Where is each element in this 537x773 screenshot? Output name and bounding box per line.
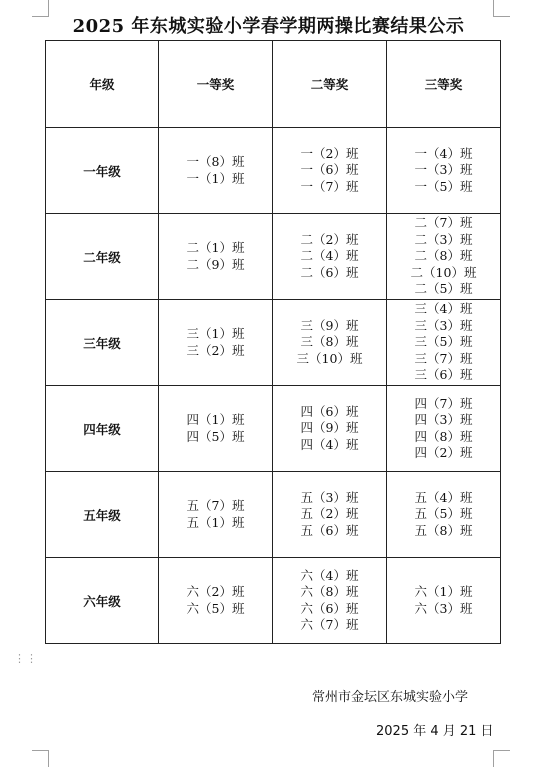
class-entry: 五（4）班	[414, 489, 473, 505]
class-entry: 六（8）班	[300, 584, 359, 599]
third-prize-cell	[387, 214, 501, 300]
class-entry: 二（5）班	[414, 281, 473, 297]
class-entry: 一（1）班	[186, 170, 245, 186]
class-entry: 二（6）班	[300, 264, 359, 280]
class-entry: 六（4）班	[300, 567, 359, 583]
class-entry: 二（1）班	[186, 240, 245, 255]
table-row	[46, 214, 501, 300]
table-row	[46, 386, 501, 472]
table-row	[46, 128, 501, 214]
class-entry: 四（5）班	[186, 428, 245, 444]
drag-handle-icon[interactable]: ⋮⋮	[14, 652, 38, 665]
class-entry: 六（2）班	[186, 584, 245, 599]
header-first-prize: 一等奖	[159, 41, 273, 128]
class-entry: 四（2）班	[414, 445, 473, 460]
class-entry: 二（2）班	[300, 231, 359, 247]
class-entry: 一（3）班	[414, 162, 473, 178]
first-prize-cell	[159, 300, 273, 386]
first-prize-cell	[159, 558, 273, 644]
table-header-row	[46, 41, 501, 128]
grade-cell: 二年级	[46, 214, 159, 300]
class-entry: 六（6）班	[300, 600, 359, 616]
second-prize-cell	[273, 300, 387, 386]
document-title: 2025 年东城实验小学春学期两操比赛结果公示	[72, 16, 465, 37]
header-second-prize: 二等奖	[273, 41, 387, 128]
class-entry: 三（8）班	[300, 334, 359, 350]
third-prize-cell	[387, 128, 501, 214]
first-prize-cell	[159, 386, 273, 472]
class-entry: 二（10）班	[410, 264, 477, 280]
first-prize-cell	[159, 472, 273, 558]
class-entry: 二（3）班	[414, 231, 473, 247]
class-entry: 一（4）班	[414, 145, 473, 161]
grade-cell: 四年级	[46, 386, 159, 472]
class-entry: 二（8）班	[414, 248, 473, 264]
class-entry: 五（8）班	[414, 522, 473, 538]
table-row	[46, 472, 501, 558]
class-entry: 四（3）班	[414, 412, 473, 427]
class-entry: 五（5）班	[414, 506, 473, 522]
class-entry: 四（4）班	[300, 436, 359, 452]
third-prize-cell	[387, 558, 501, 644]
class-entry: 二（7）班	[414, 215, 473, 231]
class-entry: 六（7）班	[300, 617, 359, 632]
class-entry: 三（6）班	[414, 367, 473, 383]
results-body	[46, 128, 501, 644]
table-row	[46, 558, 501, 644]
class-entry: 五（2）班	[300, 506, 359, 522]
class-entry: 一（8）班	[186, 154, 245, 169]
class-entry: 四（1）班	[186, 412, 245, 427]
first-prize-cell	[159, 128, 273, 214]
class-entry: 五（7）班	[186, 498, 245, 513]
class-entry: 三（9）班	[300, 317, 359, 333]
class-entry: 六（1）班	[414, 584, 473, 599]
first-prize-cell	[159, 214, 273, 300]
second-prize-cell	[273, 558, 387, 644]
class-entry: 六（5）班	[186, 600, 245, 616]
class-entry: 四（7）班	[414, 395, 473, 411]
second-prize-cell	[273, 214, 387, 300]
class-entry: 三（1）班	[186, 326, 245, 341]
class-entry: 五（1）班	[186, 514, 245, 530]
grade-cell: 六年级	[46, 558, 159, 644]
grade-cell: 一年级	[46, 128, 159, 214]
class-entry: 二（4）班	[300, 248, 359, 264]
class-entry: 一（7）班	[300, 178, 359, 194]
third-prize-cell	[387, 300, 501, 386]
class-entry: 三（7）班	[414, 350, 473, 366]
third-prize-cell	[387, 472, 501, 558]
class-entry: 六（3）班	[414, 600, 473, 616]
second-prize-cell	[273, 128, 387, 214]
crop-mark-bottom-right	[493, 750, 510, 767]
table-row	[46, 300, 501, 386]
grade-cell: 五年级	[46, 472, 159, 558]
class-entry: 五（6）班	[300, 522, 359, 538]
class-entry: 四（9）班	[300, 420, 359, 436]
class-entry: 三（4）班	[414, 301, 473, 317]
class-entry: 三（3）班	[414, 317, 473, 333]
class-entry: 五（3）班	[300, 489, 359, 505]
results-table	[45, 40, 501, 644]
second-prize-cell	[273, 472, 387, 558]
grade-cell: 三年级	[46, 300, 159, 386]
crop-mark-bottom-left	[32, 750, 49, 767]
class-entry: 三（2）班	[186, 342, 245, 358]
header-third-prize: 三等奖	[387, 41, 501, 128]
class-entry: 三（10）班	[296, 350, 363, 366]
third-prize-cell	[387, 386, 501, 472]
footer-date: 2025 年 4 月 21 日	[376, 724, 494, 739]
header-grade: 年级	[46, 41, 159, 128]
class-entry: 一（6）班	[300, 162, 359, 178]
class-entry: 二（9）班	[186, 256, 245, 272]
footer-school-name: 常州市金坛区东城实验小学	[312, 690, 469, 705]
class-entry: 一（5）班	[414, 178, 473, 194]
second-prize-cell	[273, 386, 387, 472]
class-entry: 四（8）班	[414, 428, 473, 444]
class-entry: 三（5）班	[414, 334, 473, 350]
class-entry: 四（6）班	[300, 403, 359, 419]
class-entry: 一（2）班	[300, 145, 359, 161]
